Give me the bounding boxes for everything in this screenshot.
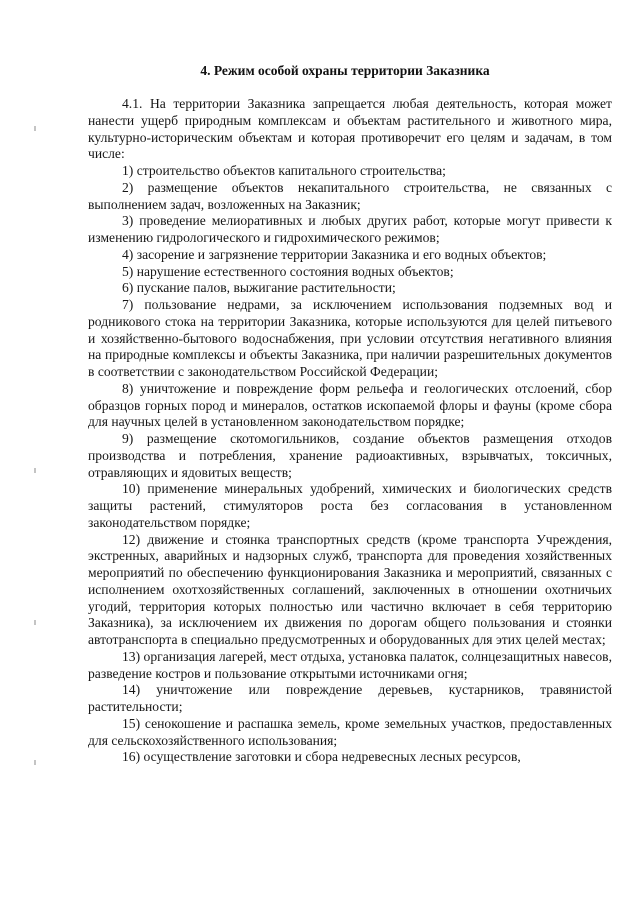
section-title: 4. Режим особой охраны территории Заказника: [200, 63, 490, 78]
list-item-4: 4) засорение и загрязнение территории Заказника и его водных объектов;: [122, 246, 547, 262]
list-item-15: 15) сенокошение и распашка земель, кроме земельных участков, предоставленных для сельскохозяйственного использования;: [88, 715, 612, 748]
scan-margin-mark: [34, 620, 36, 625]
list-item-14: 14) уничтожение или повреждение деревьев, кустарников, травянистой растительности;: [88, 682, 612, 714]
list-item-3: 3) проведение мелиоративных и любых других работ, которые могут привести к изменению гидрологического и гидрохимического режимов;: [88, 213, 612, 245]
list-item-6: 6) пускание палов, выжигание растительности;: [122, 280, 396, 296]
scan-margin-mark: [34, 126, 36, 131]
list-item-13: 13) организация лагерей, мест отдыха, установка палаток, солнцезащитных навесов, разведение костров и пользование открытыми источниками огня;: [88, 648, 612, 681]
list-item-12: 12) движение и стоянка транспортных средств (кроме транспорта Учреждения, экстренных, аварийных и надзорных служб, транспорта для проведения хозяйственных мероприятий по обеспечению функционирования Заказника и мероприятий, связанных с исполнением охотхозяйственных соглашений, заключенных в отношении охотничьих угодий, территория которых полностью или частично включает в себя территорию Заказника), за исключением их движения по дорогам общего пользования и стоянки автотранспорта в специально предусмотренных и оборудованных для этих целей местах;: [88, 531, 612, 647]
list-item-9: 9) размещение скотомогильников, создание объектов размещения отходов производства и потребления, хранение радиоактивных, взрывчатых, токсичных, отравляющих и ядовитых веществ;: [88, 431, 612, 480]
scan-margin-mark: [34, 468, 36, 473]
list-item-2: 2) размещение объектов некапитального строительства, не связанных с выполнением задач, возложенных на Заказник;: [88, 179, 612, 212]
list-item-5: 5) нарушение естественного состояния водных объектов;: [122, 263, 454, 279]
scan-margin-mark: [34, 760, 36, 765]
section-body: [88, 96, 612, 766]
list-item-10: 10) применение минеральных удобрений, химических и биологических средств защиты растений, стимуляторов роста без согласования в установленном законодательством порядке;: [88, 481, 612, 530]
list-item-16: 16) осуществление заготовки и сбора недревесных лесных ресурсов,: [122, 749, 521, 765]
list-item-1: 1) строительство объектов капитального строительства;: [122, 163, 446, 178]
list-item-7: 7) пользование недрами, за исключением использования подземных вод и родникового стока на территории Заказника, которые используются для целей питьевого и хозяйственно-бытового водоснабжения, при условии отсутствия негативного влияния на природные комплексы и объекты Заказника, при наличии разрешительных документов в соответствии с законодательством Российской Федерации;: [88, 297, 612, 379]
paragraph-intro: 4.1. На территории Заказника запрещается любая деятельность, которая может нанести ущерб природным комплексам и объектам растительного и животного мира, культурно-историческим объектам и которая противоречит его целям и задачам, в том числе:: [88, 96, 612, 162]
list-item-8: 8) уничтожение и повреждение форм рельефа и геологических отслоений, сбор образцов горных пород и минералов, остатков ископаемой флоры и фауны (кроме сбора для научных целей в установленном законодательством порядке;: [88, 380, 612, 430]
